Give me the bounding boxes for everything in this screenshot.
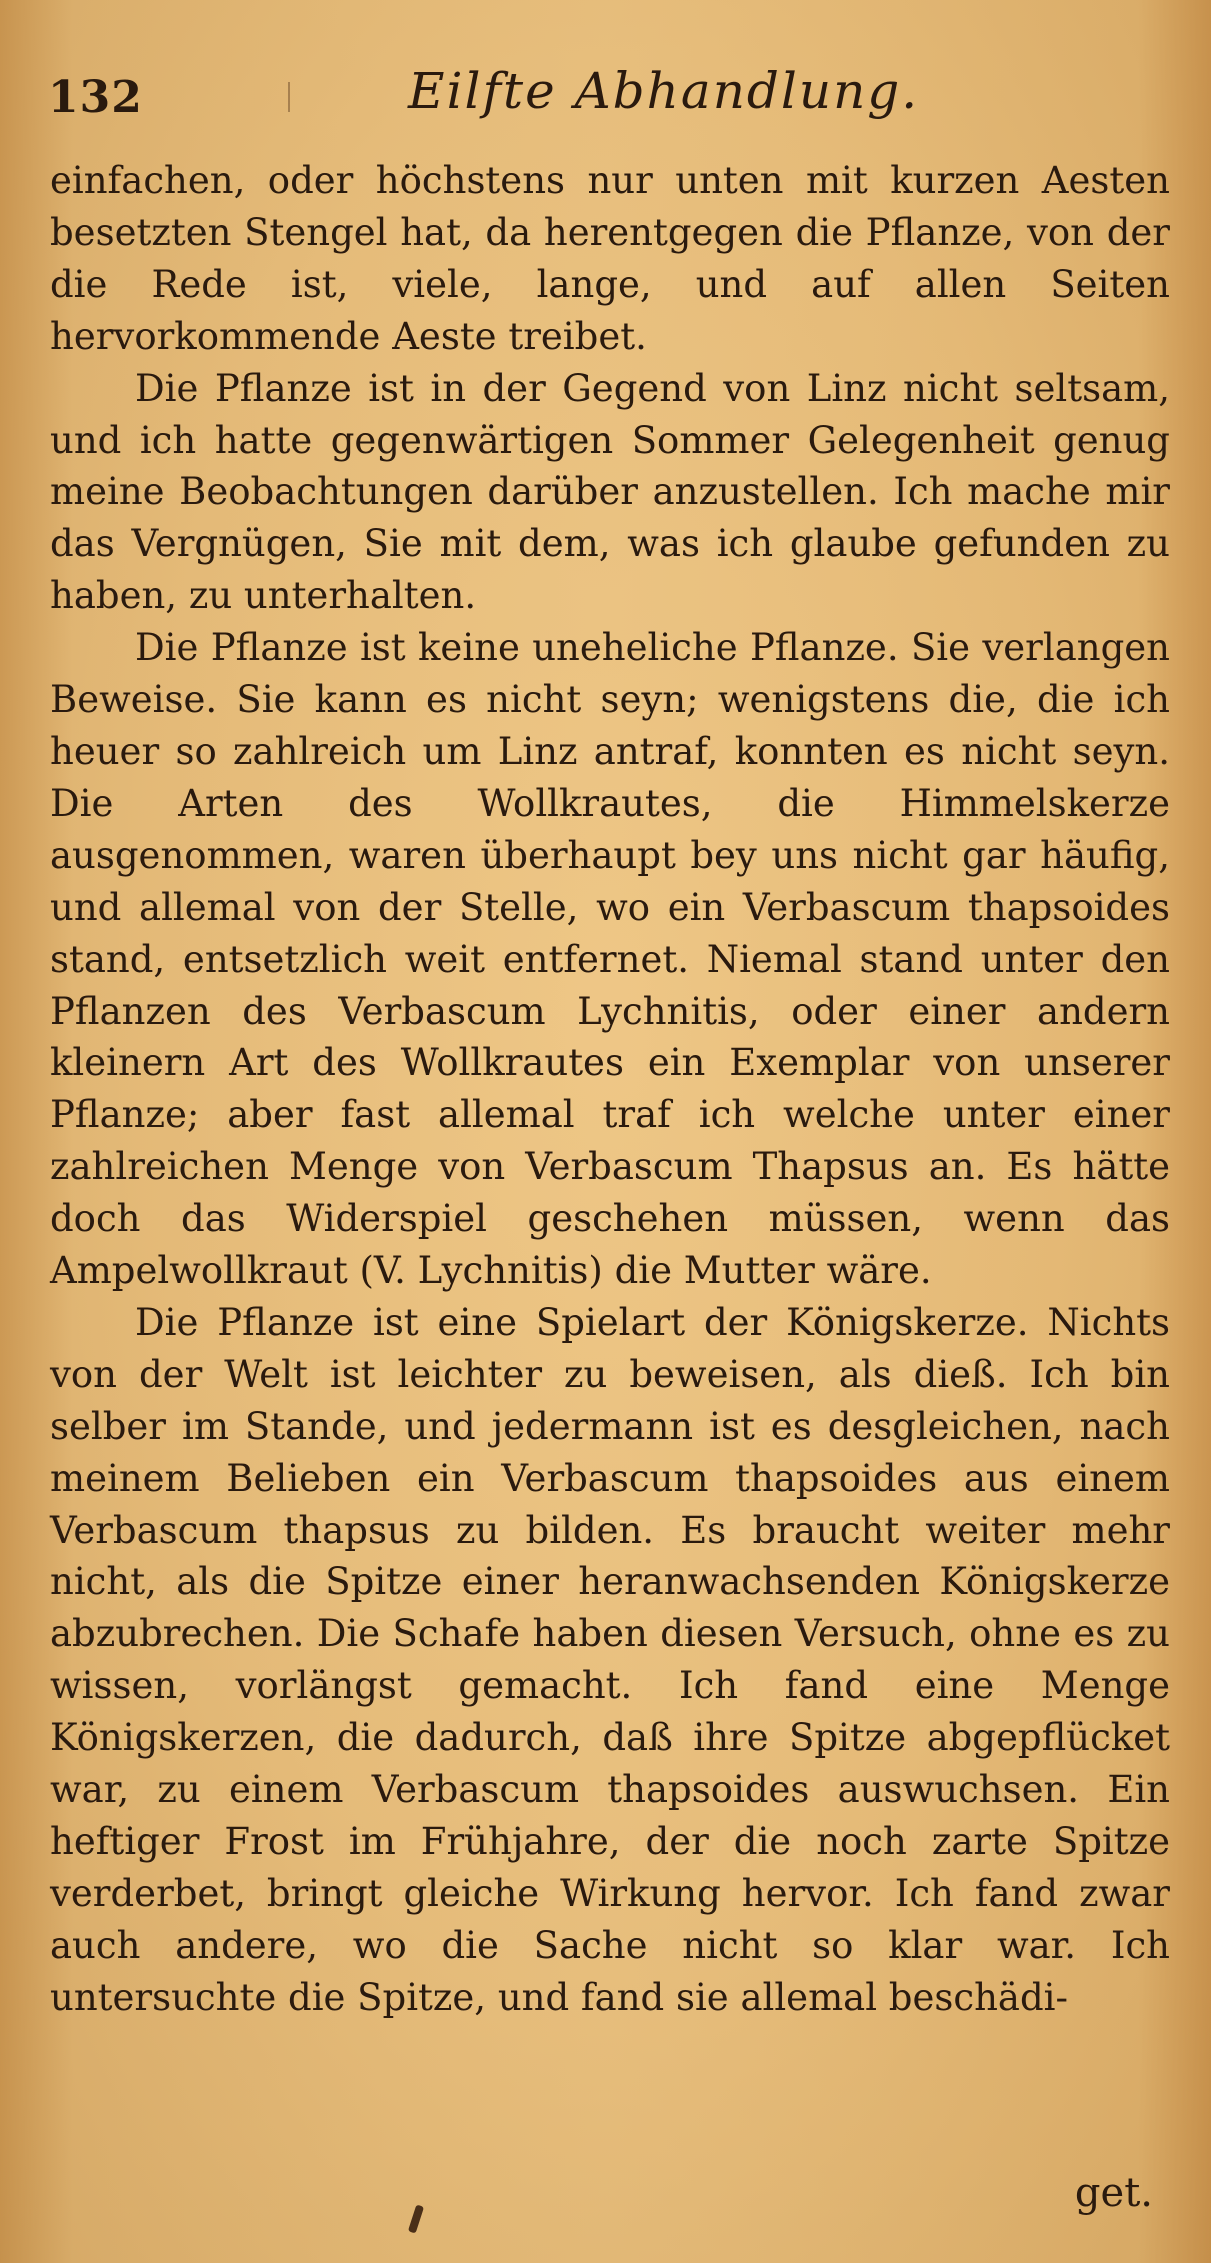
paragraph-2: Die Pflanze ist in der Gegend von Linz nicht seltsam, und ich hatte gegenwärtigen Sommer Gelegenheit genug meine Beobachtungen darüber anzustellen. Ich mache mir das Vergnügen, Sie mit dem, was ich glaube gefunden zu haben, zu unterhalten. <box>50 366 1170 618</box>
page-header <box>48 52 1163 142</box>
ink-smudge <box>408 2204 424 2233</box>
paragraph-4: Die Pflanze ist eine Spielart der Königskerze. Nichts von der Welt ist leichter zu beweisen, als dieß. Ich bin selber im Stande, und jedermann ist es desgleichen, nach meinem Belieben ein Verbascum thapsoides aus einem Verbascum thapsus zu bilden. Es braucht weiter mehr nicht, als die Spitze einer heranwachsenden Königskerze abzubrechen. Die Schafe haben diesen Versuch, ohne es zu wissen, vorlängst gemacht. Ich fand eine Menge Königskerzen, die dadurch, daß ihre Spitze abgepflücket war, zu einem Verbascum thapsoides auswuchsen. Ein heftiger Frost im Frühjahre, der die noch zarte Spitze verderbet, bringt gleiche Wirkung hervor. Ich fand zwar auch andere, wo die Sache nicht so klar war. Ich untersuchte die Spitze, und fand sie allemal beschädi- <box>50 1300 1170 2019</box>
header-rule-mark <box>288 82 290 112</box>
body-text <box>50 155 1170 2024</box>
paragraph-3: Die Pflanze ist keine uneheliche Pflanze. Sie verlangen Beweise. Sie kann es nicht seyn; wenigstens die, die ich heuer so zahlreich um Linz antraf, konnten es nicht seyn. Die Arten des Wollkrautes, die Himmelskerze ausgenommen, waren überhaupt bey uns nicht gar häufig, und allemal von der Stelle, wo ein Verbascum thapsoides stand, entsetzlich weit entfernet. Niemal stand unter den Pflanzen des Verbascum Lychnitis, oder einer andern kleinern Art des Wollkrautes ein Exemplar von unserer Pflanze; aber fast allemal traf ich welche unter einer zahlreichen Menge von Verbascum Thapsus an. Es hätte doch das Widerspiel geschehen müssen, wenn das Ampelwollkraut (V. Lychnitis) die Mutter wäre. <box>50 626 1170 1293</box>
page-number: 132 <box>48 72 143 123</box>
paragraph-1: einfachen, oder höchstens nur unten mit kurzen Aesten besetzten Stengel hat, da herentgegen die Pflanze, von der die Rede ist, viele, lange, und auf allen Seiten hervorkommende Aeste treibet. <box>50 159 1170 358</box>
catchword: get. <box>1074 2170 1153 2216</box>
running-head: Eilfte Abhandlung. <box>408 62 920 120</box>
